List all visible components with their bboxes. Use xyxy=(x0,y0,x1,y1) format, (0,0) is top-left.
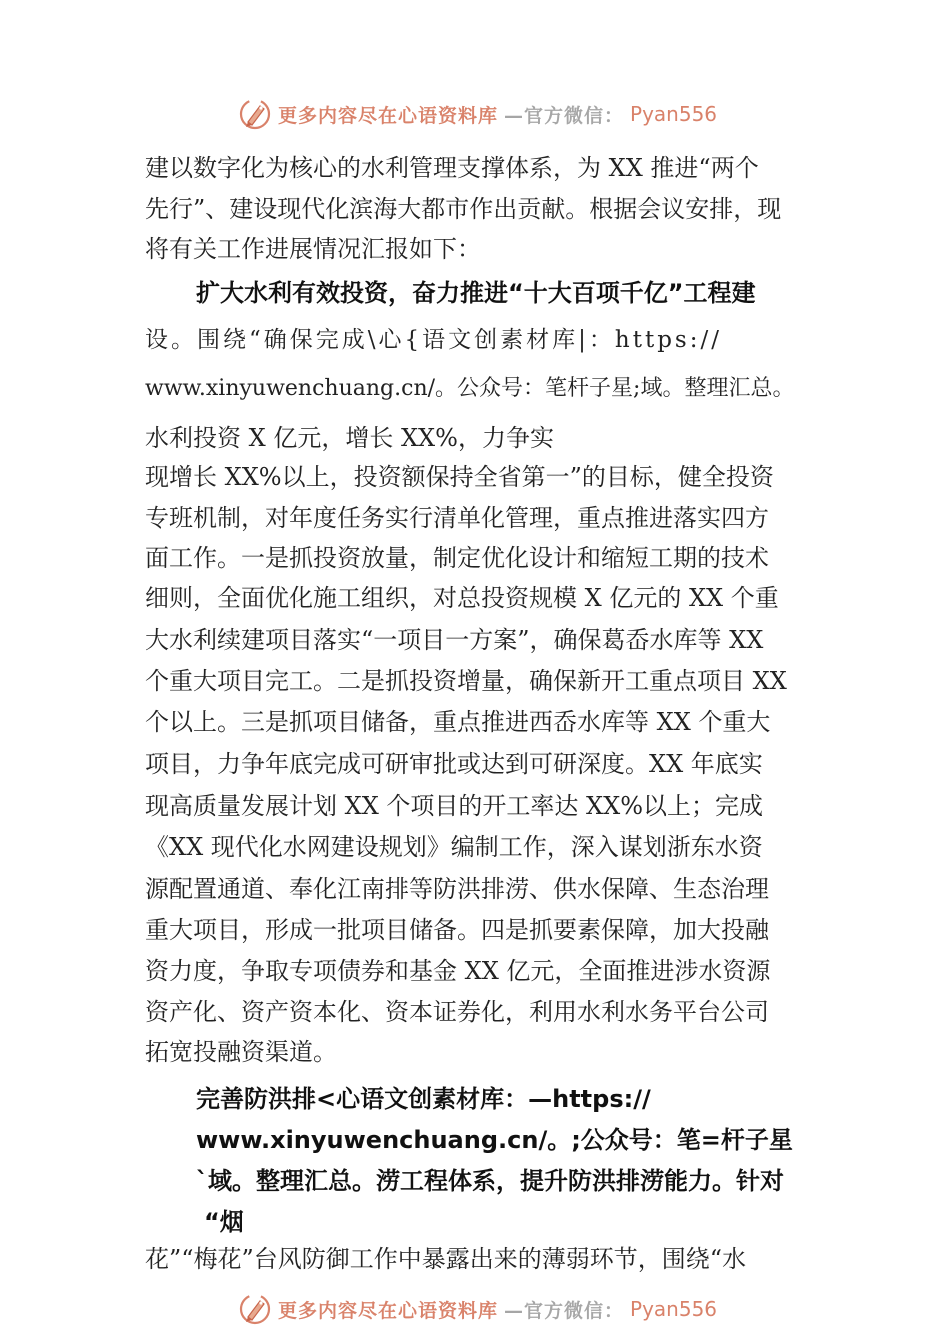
header-banner xyxy=(238,96,717,132)
section-heading-2: 完善防洪排<心语文创素材库：—https:// xyxy=(196,1085,651,1113)
body-line: 重大项目，形成一批项目储备。四是抓要素保障，加大投融 xyxy=(145,916,769,944)
body-line: 现高质量发展计划 XX 个项目的开工率达 XX%以上；完成 xyxy=(145,792,764,820)
section-heading-1: 扩大水利有效投资，奋力推进“十大百项千亿”工程建 xyxy=(196,279,756,307)
body-line: 大水利续建项目落实“一项目一方案”，确保葛岙水库等 XX xyxy=(145,626,764,654)
header-wechat-label: —官方微信： xyxy=(504,104,625,127)
body-line: www.xinyuwenchuang.cn/。公众号：笔杆子星;域。整理汇总。 xyxy=(145,376,795,401)
body-line: 设。围绕“确保完成\心{语文创素材库|：https:// xyxy=(145,327,722,353)
pen-nib-icon xyxy=(238,1292,272,1326)
body-line: 《XX 现代化水网建设规划》编制工作，深入谋划浙东水资 xyxy=(145,833,763,861)
header-wechat-id: Pyan556 xyxy=(630,102,718,126)
body-line: 项目，力争年底完成可研审批或达到可研深度。XX 年底实 xyxy=(145,750,763,778)
body-line: 个以上。三是抓项目储备，重点推进西岙水库等 XX 个重大 xyxy=(145,708,771,736)
section-heading-2: www.xinyuwenchuang.cn/。;公众号：笔=杆子星 xyxy=(196,1126,793,1154)
footer-banner xyxy=(238,1291,717,1327)
body-line: 拓宽投融资渠道。 xyxy=(145,1038,337,1066)
pen-nib-icon xyxy=(238,97,272,131)
body-line: 面工作。一是抓投资放量，制定优化设计和缩短工期的技术 xyxy=(145,544,769,572)
body-line: 水利投资 X 亿元，增长 XX%，力争实 xyxy=(145,424,554,452)
body-line: 个重大项目完工。二是抓投资增量，确保新开工重点项目 XX xyxy=(145,667,787,695)
intro-line: 建以数字化为核心的水利管理支撑体系，为 XX 推进“两个 xyxy=(145,154,759,182)
intro-line: 先行”、建设现代化滨海大都市作出贡献。根据会议安排，现 xyxy=(145,195,782,223)
body-line: 源配置通道、奉化江南排等防洪排涝、供水保障、生态治理 xyxy=(145,875,769,903)
footer-wechat-label: —官方微信： xyxy=(504,1299,625,1322)
body-line: 资产化、资产资本化、资本证券化，利用水利水务平台公司 xyxy=(145,998,769,1026)
intro-line: 将有关工作进展情况汇报如下： xyxy=(145,235,481,263)
section-heading-2: “烟 xyxy=(204,1208,244,1236)
footer-wechat-id: Pyan556 xyxy=(630,1297,718,1321)
body-line: 花”“梅花”台风防御工作中暴露出来的薄弱环节，围绕“水 xyxy=(145,1245,747,1273)
body-line: 资力度，争取专项债券和基金 XX 亿元，全面推进涉水资源 xyxy=(145,957,771,985)
body-line: 现增长 XX%以上，投资额保持全省第一”的目标，健全投资 xyxy=(145,463,774,491)
header-site-name: 更多内容尽在心语资料库 xyxy=(278,104,499,127)
section-heading-2: `域。整理汇总。涝工程体系，提升防洪排涝能力。针对 xyxy=(196,1167,784,1195)
footer-site-name: 更多内容尽在心语资料库 xyxy=(278,1299,499,1322)
body-line: 专班机制，对年度任务实行清单化管理，重点推进落实四方 xyxy=(145,504,769,532)
body-line: 细则，全面优化施工组织，对总投资规模 X 亿元的 XX 个重 xyxy=(145,584,779,612)
